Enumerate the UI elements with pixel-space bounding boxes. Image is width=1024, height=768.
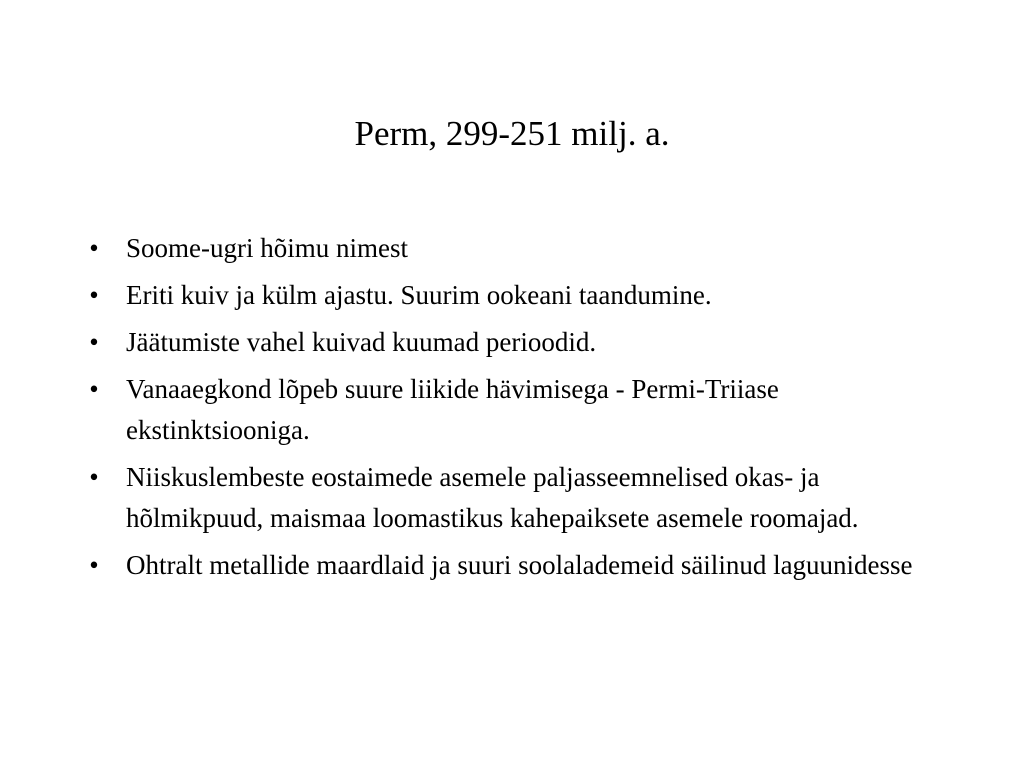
- bullet-item: [84, 545, 944, 586]
- bullet-text: Soome-ugri hõimu nimest: [126, 233, 408, 263]
- bullet-dot-icon: •: [89, 550, 99, 580]
- bullet-text: Vanaaegkond lõpeb suure liikide hävimisega - Permi-Triiase ekstinktsiooniga.: [126, 374, 779, 445]
- bullet-item: [84, 369, 944, 451]
- bullet-dot-icon: •: [89, 280, 99, 310]
- bullet-dot-icon: •: [89, 327, 99, 357]
- bullet-item: [84, 275, 944, 316]
- bullet-text: Niiskuslembeste eostaimede asemele paljasseemnelised okas- ja hõlmikpuud, maismaa loomastikus kahepaiksete asemele roomajad.: [126, 462, 859, 533]
- slide-title: Perm, 299-251 milj. a.: [354, 114, 670, 153]
- bullet-list: [84, 228, 944, 592]
- bullet-item: [84, 228, 944, 269]
- bullet-dot-icon: •: [89, 374, 99, 404]
- bullet-dot-icon: •: [89, 462, 99, 492]
- bullet-text: Jäätumiste vahel kuivad kuumad perioodid.: [126, 327, 597, 357]
- bullet-text: Eriti kuiv ja külm ajastu. Suurim ookeani taandumine.: [126, 280, 712, 310]
- bullet-item: [84, 457, 944, 539]
- bullet-item: [84, 322, 944, 363]
- bullet-text: Ohtralt metallide maardlaid ja suuri soolalademeid säilinud laguunidesse: [126, 550, 913, 580]
- bullet-dot-icon: •: [89, 233, 99, 263]
